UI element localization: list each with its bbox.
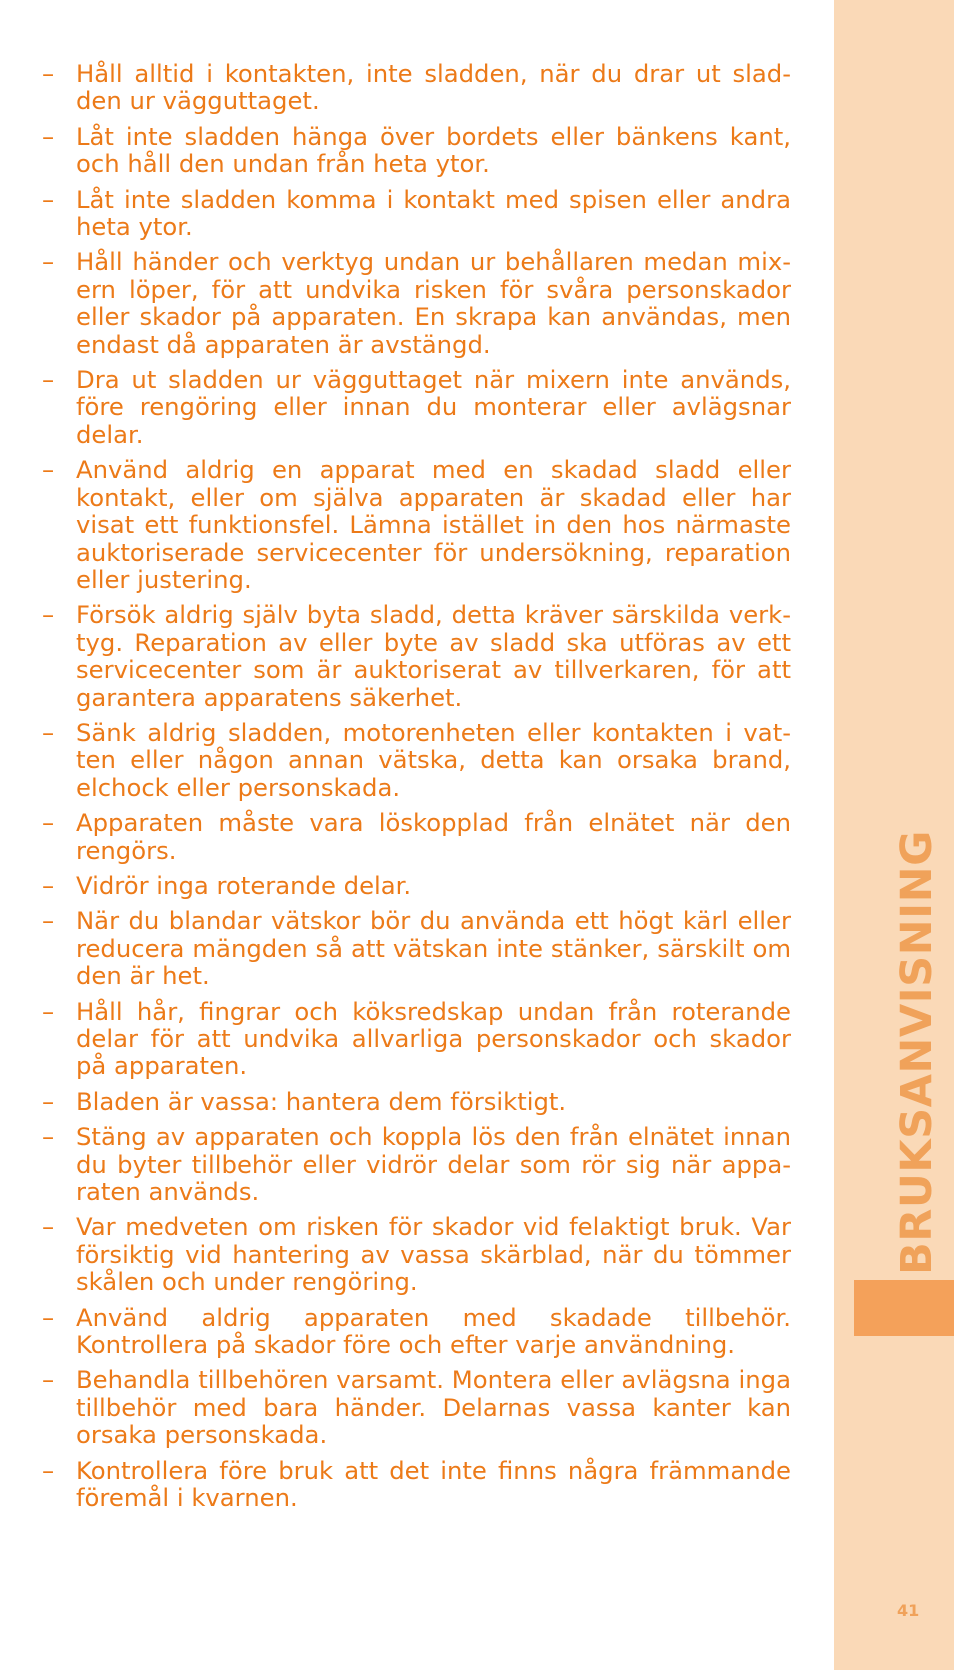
section-sidebar — [834, 0, 954, 1670]
page-content — [42, 60, 791, 1520]
list-item — [42, 872, 791, 899]
bullet-dash: – — [42, 455, 55, 485]
bullet-dash: – — [42, 1365, 55, 1395]
bullet-dash: – — [42, 1122, 55, 1152]
list-item-text: När du blandar vätskor bör du använda ett högt kärl eller reducera mängden så att vätskan inte stänker, särskilt om den är het. — [76, 906, 791, 991]
bullet-dash: – — [42, 121, 55, 151]
list-item — [42, 248, 791, 358]
list-item — [42, 456, 791, 593]
bullet-dash: – — [42, 906, 55, 936]
bullet-dash: – — [42, 1212, 55, 1242]
bullet-dash: – — [42, 996, 55, 1026]
list-item-text: Försök aldrig själv byta sladd, detta kräver särskilda verk-tyg. Reparation av eller byte av sladd ska utföras av ett servicecenter som är auktoriserat av tillverkaren, för att garantera apparatens säkerhet. — [76, 600, 791, 712]
list-item-text: Håll alltid i kontakten, inte sladden, när du drar ut slad-den ur vägguttaget. — [76, 59, 791, 116]
list-item-text: Behandla tillbehören varsamt. Montera eller avlägsna inga tillbehör med bara händer. Delarnas vassa kanter kan orsaka personskada. — [76, 1365, 791, 1450]
safety-instructions-list — [42, 60, 791, 1512]
bullet-dash: – — [42, 1302, 55, 1332]
section-tab-marker — [854, 1280, 954, 1336]
list-item-text: Apparaten måste vara löskopplad från elnätet när den rengörs. — [76, 808, 791, 865]
list-item — [42, 1304, 791, 1359]
section-title-text: BRUKSANVISNING — [892, 830, 942, 1275]
list-item — [42, 809, 791, 864]
list-item — [42, 123, 791, 178]
list-item — [42, 60, 791, 115]
page-number: 41 — [897, 1601, 920, 1620]
list-item — [42, 907, 791, 989]
list-item — [42, 719, 791, 801]
list-item-text: Var medveten om risken för skador vid felaktigt bruk. Var försiktig vid hantering av vassa skärblad, när du tömmer skålen och under rengöring. — [76, 1212, 791, 1297]
list-item — [42, 1123, 791, 1205]
list-item-text: Bladen är vassa: hantera dem försiktigt. — [76, 1086, 567, 1116]
bullet-dash: – — [42, 59, 55, 88]
bullet-dash: – — [42, 808, 55, 838]
bullet-dash: – — [42, 717, 55, 747]
list-item — [42, 1213, 791, 1295]
list-item — [42, 366, 791, 448]
list-item — [42, 1088, 791, 1115]
list-item — [42, 1366, 791, 1448]
list-item — [42, 998, 791, 1080]
bullet-dash: – — [42, 365, 55, 395]
list-item — [42, 601, 791, 711]
bullet-dash: – — [42, 1455, 55, 1485]
list-item — [42, 186, 791, 241]
list-item-text: Håll hår, fingrar och köksredskap undan från roterande delar för att undvika allvarliga personskador och skador på apparaten. — [76, 996, 791, 1081]
list-item-text: Använd aldrig en apparat med en skadad sladd eller kontakt, eller om själva apparaten är skadad eller har visat ett funktionsfel. Lämna istället in den hos närmaste auktoriserade servicecenter för undersökning, reparation eller justering. — [76, 455, 791, 594]
list-item-text: Låt inte sladden hänga över bordets eller bänkens kant, och håll den undan från heta ytor. — [76, 121, 791, 179]
bullet-dash: – — [42, 247, 55, 277]
list-item-text: Kontrollera före bruk att det inte finns några främmande föremål i kvarnen. — [76, 1455, 791, 1513]
list-item-text: Låt inte sladden komma i kontakt med spisen eller andra heta ytor. — [76, 184, 791, 242]
list-item-text: Dra ut sladden ur vägguttaget när mixern inte används, före rengöring eller innan du monterar eller avlägsnar delar. — [76, 365, 791, 449]
list-item-text: Använd aldrig apparaten med skadade tillbehör. Kontrollera på skador före och efter varje användning. — [76, 1302, 791, 1360]
list-item-text: Vidrör inga roterande delar. — [76, 870, 412, 900]
list-item-text: Håll händer och verktyg undan ur behållaren medan mix-ern löper, för att undvika risken för svåra personskador eller skador på apparaten. En skrapa kan användas, men endast då apparaten är avstängd. — [76, 247, 791, 359]
list-item — [42, 1457, 791, 1512]
list-item-text: Stäng av apparaten och koppla lös den från elnätet innan du byter tillbehör eller vidrör delar som rör sig när appa-raten används. — [76, 1122, 791, 1207]
bullet-dash: – — [42, 1086, 55, 1116]
bullet-dash: – — [42, 184, 55, 214]
bullet-dash: – — [42, 600, 55, 630]
list-item-text: Sänk aldrig sladden, motorenheten eller kontakten i vat-ten eller någon annan vätska, detta kan orsaka brand, elchock eller personskada. — [76, 717, 791, 802]
bullet-dash: – — [42, 870, 55, 900]
